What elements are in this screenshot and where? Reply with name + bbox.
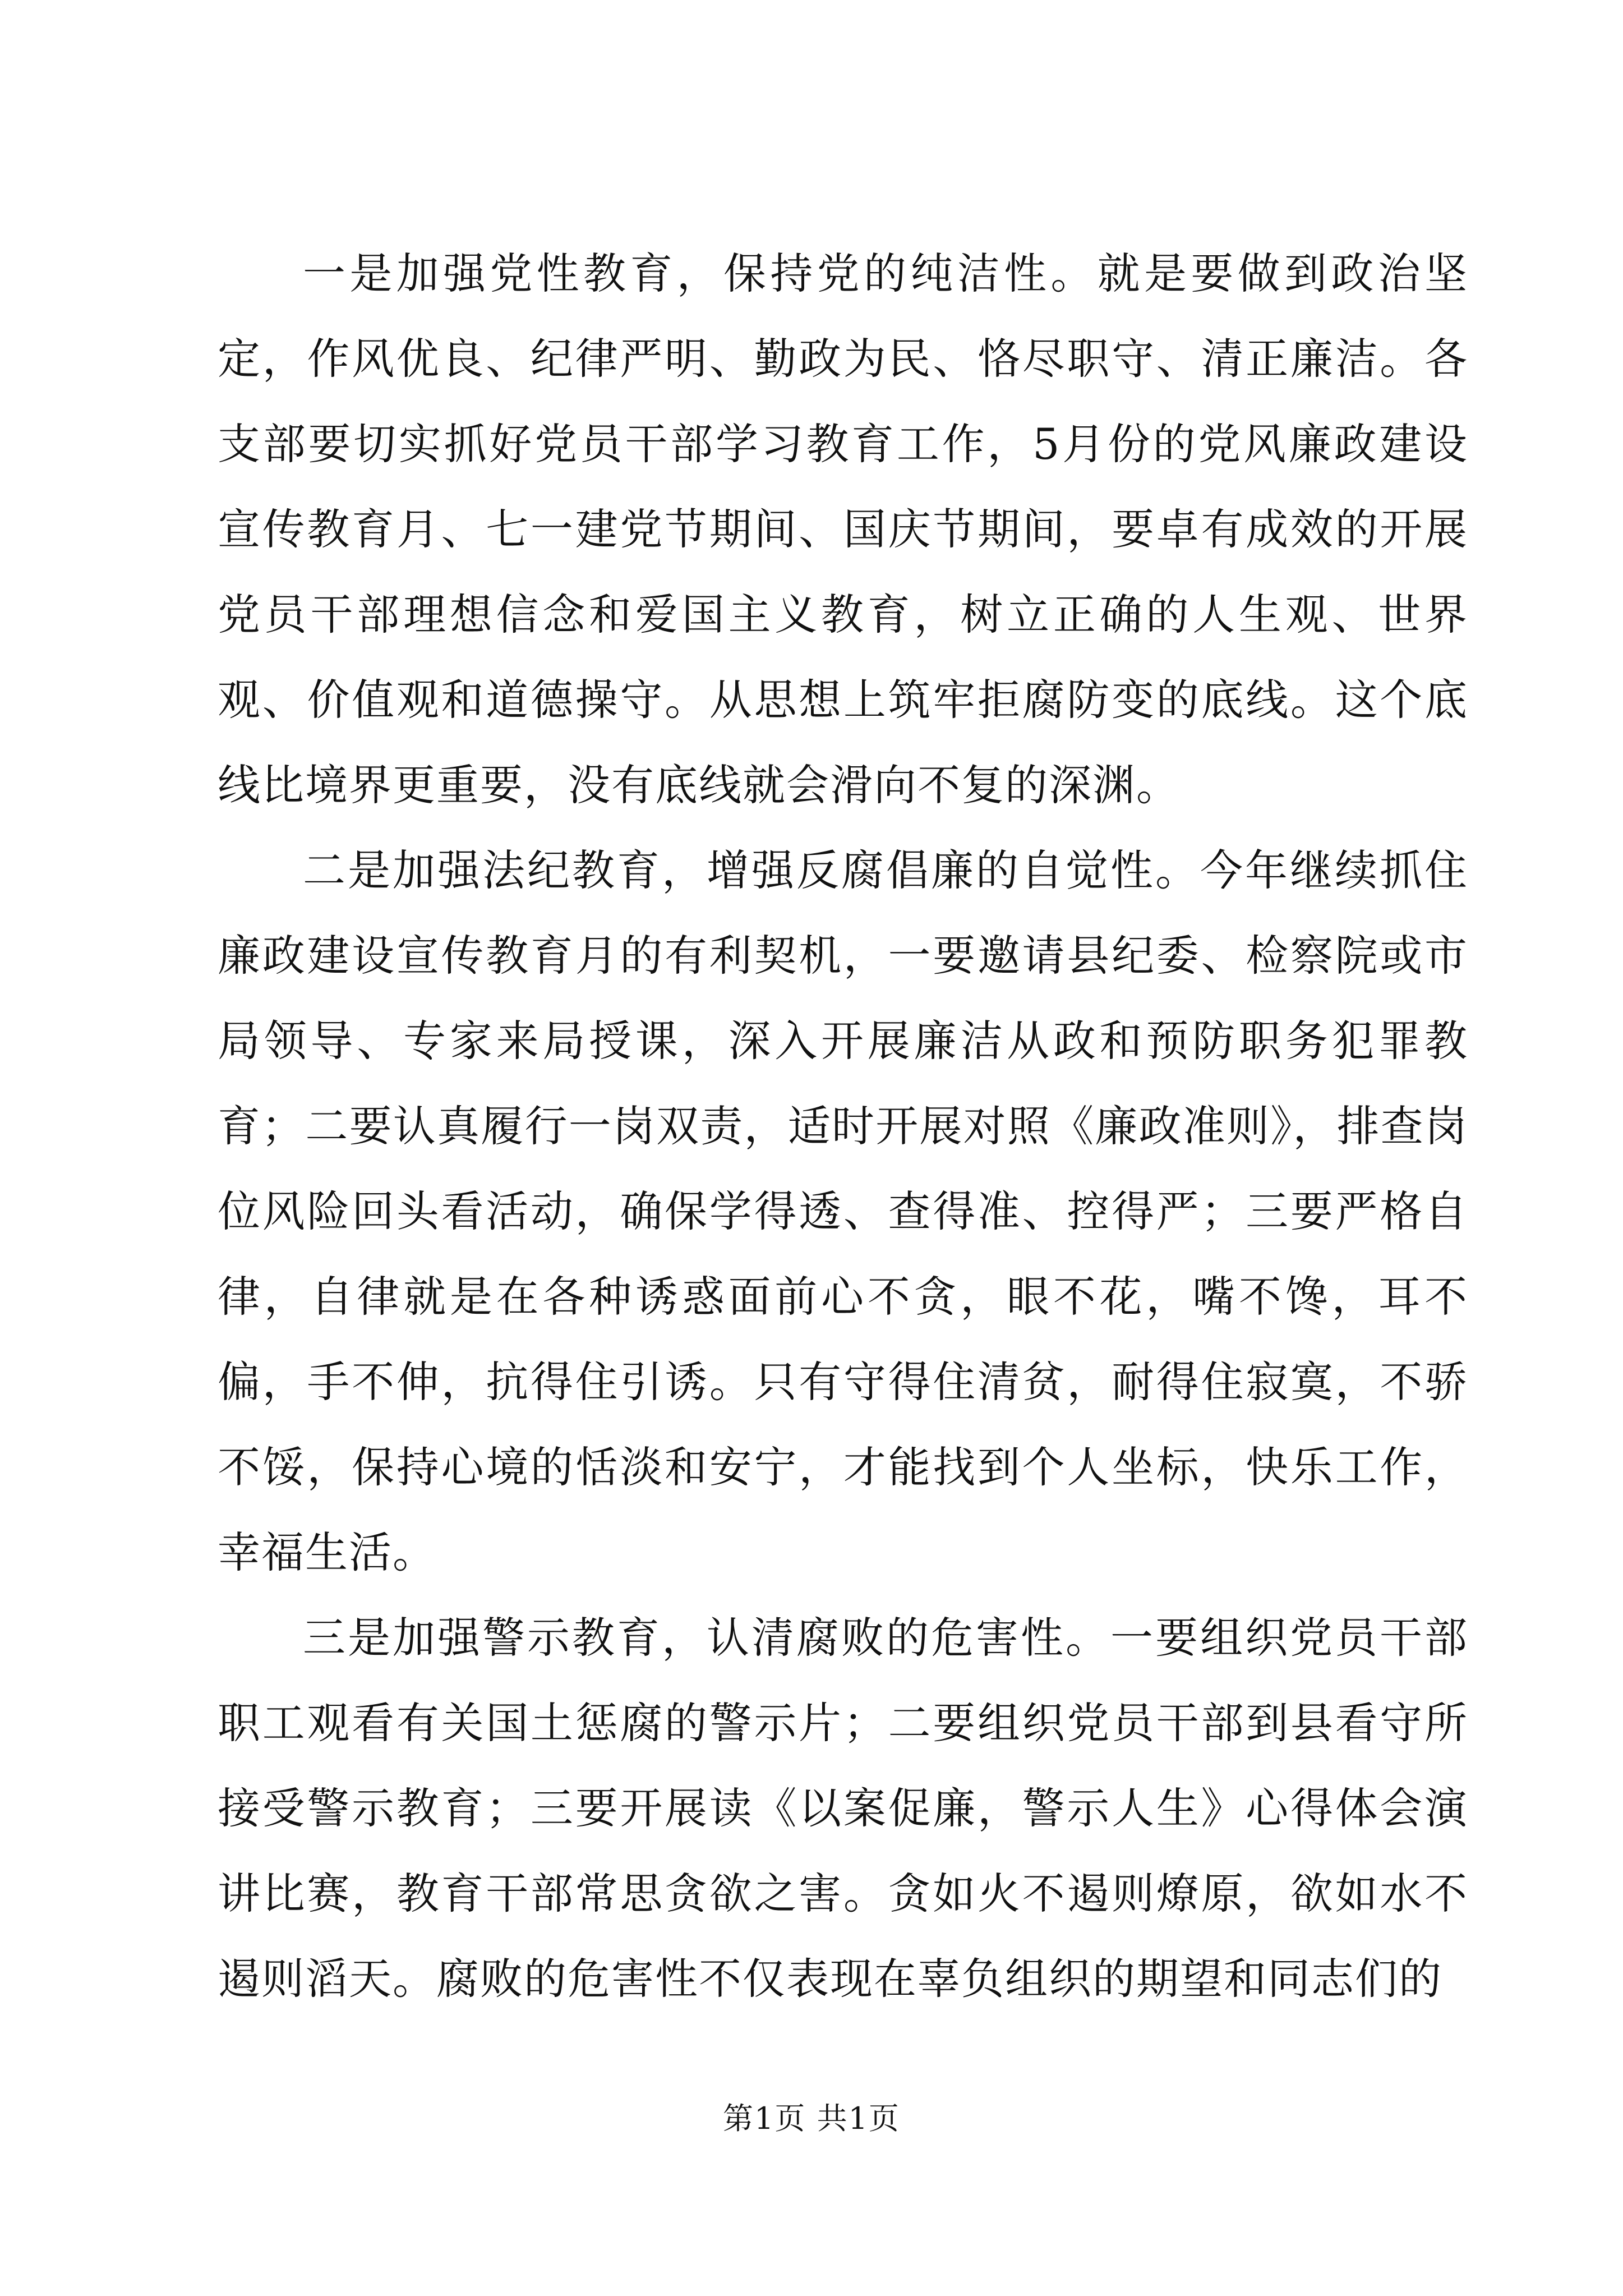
paragraph-party-spirit-education: 一是加强党性教育，保持党的纯洁性。就是要做到政治坚定，作风优良、纪律严明、勤政为民、恪尽职守、清正廉洁。各支部要切实抓好党员干部学习教育工作，5月份的党风廉政建设宣传教育月、七一建党节期间、国庆节期间，要卓有成效的开展党员干部理想信念和爱国主义教育，树立正确的人生观、世界观、价值观和道德操守。从思想上筑牢拒腐防变的底线。这个底线比境界更重要，没有底线就会滑向不复的深渊。: [218, 249, 1468, 810]
page-footer: 第1页 共1页: [723, 2101, 900, 2136]
paragraph-warning-education: 三是加强警示教育，认清腐败的危害性。一要组织党员干部职工观看有关国土惩腐的警示片；二要组织党员干部到县看守所接受警示教育；三要开展读《以案促廉，警示人生》心得体会演讲比赛，教育干部常思贪欲之害。贪如火不遏则燎原，欲如水不遏则滔天。腐败的危害性不仅表现在辜负组织的期望和同志们的: [218, 1613, 1468, 2004]
document-body: [218, 231, 1468, 2022]
paragraph-law-discipline-education: 二是加强法纪教育，增强反腐倡廉的自觉性。今年继续抓住廉政建设宣传教育月的有利契机，一要邀请县纪委、检察院或市局领导、专家来局授课，深入开展廉洁从政和预防职务犯罪教育；二要认真履行一岗双责，适时开展对照《廉政准则》，排查岗位风险回头看活动，确保学得透、查得准、控得严；三要严格自律，自律就是在各种诱惑面前心不贪，眼不花，嘴不馋，耳不偏，手不伸，抗得住引诱。只有守得住清贫，耐得住寂寞，不骄不馁，保持心境的恬淡和安宁，才能找到个人坐标，快乐工作，幸福生活。: [218, 845, 1468, 1577]
